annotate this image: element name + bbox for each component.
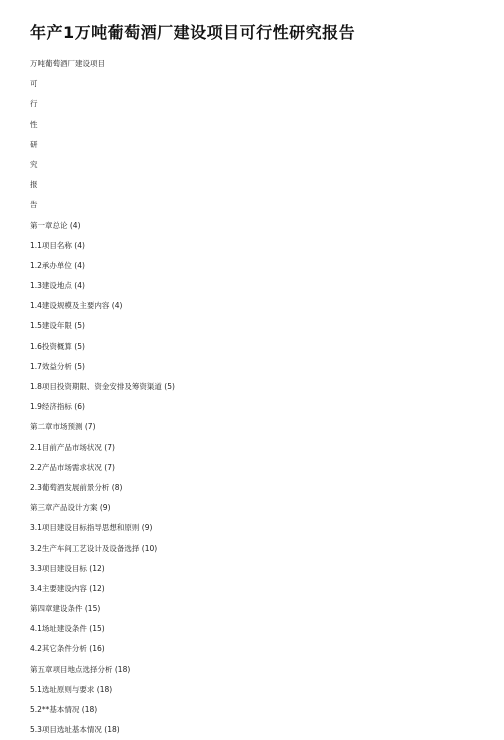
toc-entry: 1.3建设地点 (4) — [30, 281, 85, 291]
toc-entry: 3.4主要建设内容 (12) — [30, 583, 105, 593]
toc-entry: 3.2生产车间工艺设计及设备选择 (10) — [30, 543, 158, 553]
toc-entry: 2.1目前产品市场状况 (7) — [30, 442, 115, 452]
toc-line: 可 — [30, 79, 38, 89]
toc-line: 报 — [30, 180, 38, 190]
toc-entry: 5.3项目选址基本情况 (18) — [30, 725, 120, 735]
toc-entry: 1.8项目投资期限、资金安排及筹资渠道 (5) — [30, 382, 175, 391]
toc-entry: 5.1选址原则与要求 (18) — [30, 684, 113, 694]
toc-entry: 4.2其它条件分析 (16) — [30, 644, 105, 654]
document-title: 年产1万吨葡萄酒厂建设项目可行性研究报告 — [30, 23, 356, 42]
toc-line: 万吨葡萄酒厂建设项目 — [30, 59, 105, 68]
toc-line: 告 — [30, 200, 38, 210]
toc-entry: 第四章建设条件 (15) — [30, 604, 101, 614]
toc-entry: 1.2承办单位 (4) — [30, 260, 85, 270]
toc-entry: 1.6投资概算 (5) — [30, 341, 85, 351]
toc-entry: 2.3葡萄酒发展前景分析 (8) — [30, 482, 123, 492]
toc-entry: 1.5建设年限 (5) — [30, 321, 85, 331]
toc-line: 研 — [30, 139, 38, 149]
toc-entry: 3.3项目建设目标 (12) — [30, 563, 105, 573]
toc-entry: 2.2产品市场需求状况 (7) — [30, 462, 115, 472]
table-of-contents — [30, 54, 175, 740]
toc-entry: 第二章市场预测 (7) — [30, 422, 96, 432]
toc-entry: 1.1项目名称 (4) — [30, 240, 85, 250]
toc-entry: 4.1场址建设条件 (15) — [30, 624, 105, 634]
toc-entry: 1.9经济指标 (6) — [30, 402, 85, 412]
toc-entry: 第一章总论 (4) — [30, 220, 81, 230]
toc-line: 究 — [30, 159, 38, 169]
toc-line: 性 — [30, 119, 38, 129]
toc-entry: 5.2**基本情况 (18) — [30, 705, 98, 714]
toc-line: 行 — [30, 99, 38, 109]
toc-entry: 3.1项目建设目标指导思想和原则 (9) — [30, 523, 153, 533]
toc-entry: 1.4建设规模及主要内容 (4) — [30, 301, 123, 311]
toc-entry: 第五章项目地点选择分析 (18) — [30, 664, 131, 674]
toc-entry: 第三章产品设计方案 (9) — [30, 503, 111, 513]
toc-entry: 1.7效益分析 (5) — [30, 361, 85, 371]
